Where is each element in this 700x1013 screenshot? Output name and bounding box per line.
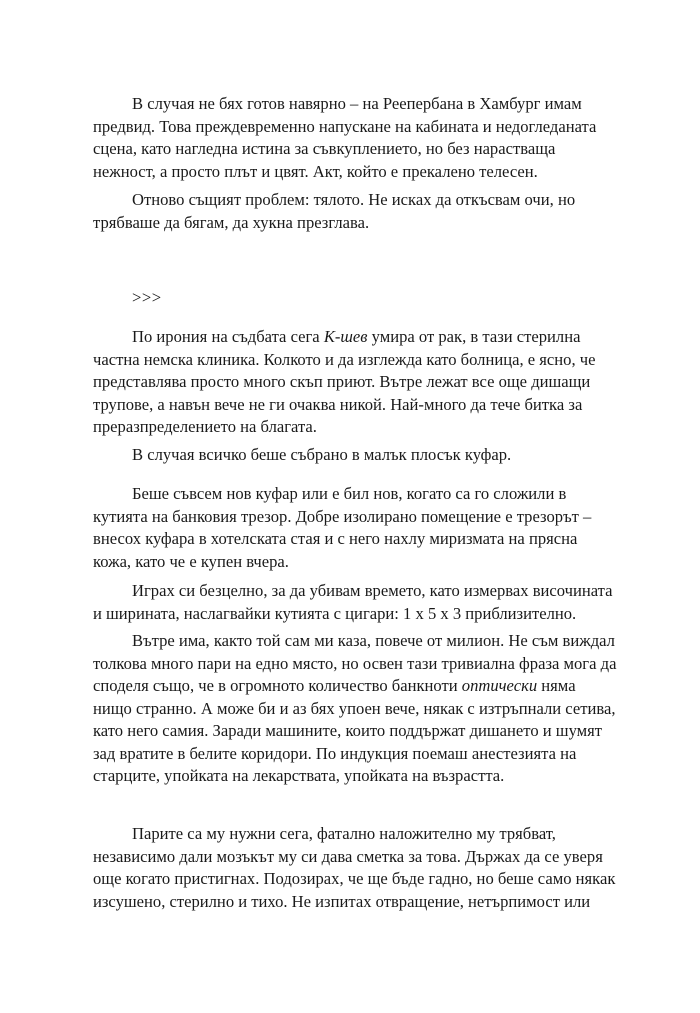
text-line: нищо странно. А може би и аз бях упоен вече, някак с изтръпнали сетива,	[93, 698, 616, 718]
text-run: споделя също, че в огромното количество банкноти	[93, 676, 462, 695]
text-line: В случая не бях готов навярно – на Реепербана в Хамбург имам	[132, 94, 582, 113]
paragraph-4	[93, 444, 613, 467]
text-line: независимо дали мозъкът му си дава сметка за това. Държах да се уверя	[93, 846, 603, 866]
text-run: По ирония на съдбата сега	[132, 327, 324, 346]
text-run: умира от рак, в тази стерилна	[367, 327, 581, 346]
text-line: внесох куфара в хотелската стая и с него нахлу миризмата на прясна	[93, 529, 578, 548]
text-line: нежност, а просто плът и цвят. Акт, който е прекалено телесен.	[93, 161, 538, 181]
paragraph-5	[93, 483, 613, 573]
text-line: Парите са му нужни сега, фатално наложително му трябват,	[132, 824, 556, 843]
text-line: толкова много пари на едно място, но освен тази тривиална фраза мога да	[93, 653, 617, 673]
paragraph-3	[93, 326, 613, 439]
text-line: Играх си безцелно, за да убивам времето, като измервах височината	[132, 581, 613, 600]
text-line: зад вратите в белите коридори. По индукция поемаш анестезията на	[93, 743, 577, 763]
paragraph-8	[93, 823, 616, 913]
paragraph-1	[93, 93, 613, 183]
paragraph-2	[93, 189, 613, 234]
text-line: Вътре има, както той сам ми каза, повече от милион. Не съм виждал	[132, 631, 615, 650]
text-line: Отново същият проблем: тялото. Не исках да откъсвам очи, но	[132, 190, 576, 209]
text-line: Беше съвсем нов куфар или е бил нов, когато са го сложили в	[132, 484, 567, 503]
text-line: трябваше да бягам, да хукна презглава.	[93, 212, 370, 232]
text-line: кожа, като че е купен вчера.	[93, 551, 289, 571]
text-run: няма	[537, 676, 576, 695]
section-separator	[93, 287, 613, 310]
separator-mark: >>>	[132, 288, 162, 307]
text-line	[93, 675, 613, 698]
text-line: и ширината, наслагвайки кутията с цигари: 1 х 5 х 3 приблизително.	[93, 603, 577, 623]
text-line: кутията на банковия трезор. Добре изолирано помещение е трезорът –	[93, 506, 592, 526]
text-line: предвид. Това преждевременно напускане на кабината и недогледаната	[93, 116, 597, 136]
text-line: частна немска клиника. Колкото и да изглежда като болница, е ясно, че	[93, 349, 596, 369]
paragraph-7	[93, 630, 617, 788]
paragraph-6	[93, 580, 613, 625]
italic-word: оптически	[461, 676, 538, 695]
text-line: сцена, като нагледна истина за съвкуплението, но без нарастваща	[93, 139, 556, 158]
text-line: още когато пристигнах. Подозирах, че ще бъде гадно, но беше само някак	[93, 869, 616, 888]
text-line	[93, 326, 613, 349]
text-line: като него самия. Заради машините, които поддържат дишането и шумят	[93, 721, 603, 740]
text-line: трупове, а навън вече не ги очаква никой. Най-много да тече битка за	[93, 394, 583, 414]
text-line: В случая всичко беше събрано в малък плосък куфар.	[132, 445, 512, 464]
text-line: старците, упойката на лекарствата, упойката на възрастта.	[93, 766, 505, 785]
text-line: преразпределението на благата.	[93, 417, 317, 436]
text-line: представлява просто много скъп приют. Вътре лежат все още дишащи	[93, 372, 591, 391]
italic-name: К-шев	[323, 327, 368, 346]
text-line: изсушено, стерилно и тихо. Не изпитах отвращение, нетърпимост или	[93, 891, 591, 911]
